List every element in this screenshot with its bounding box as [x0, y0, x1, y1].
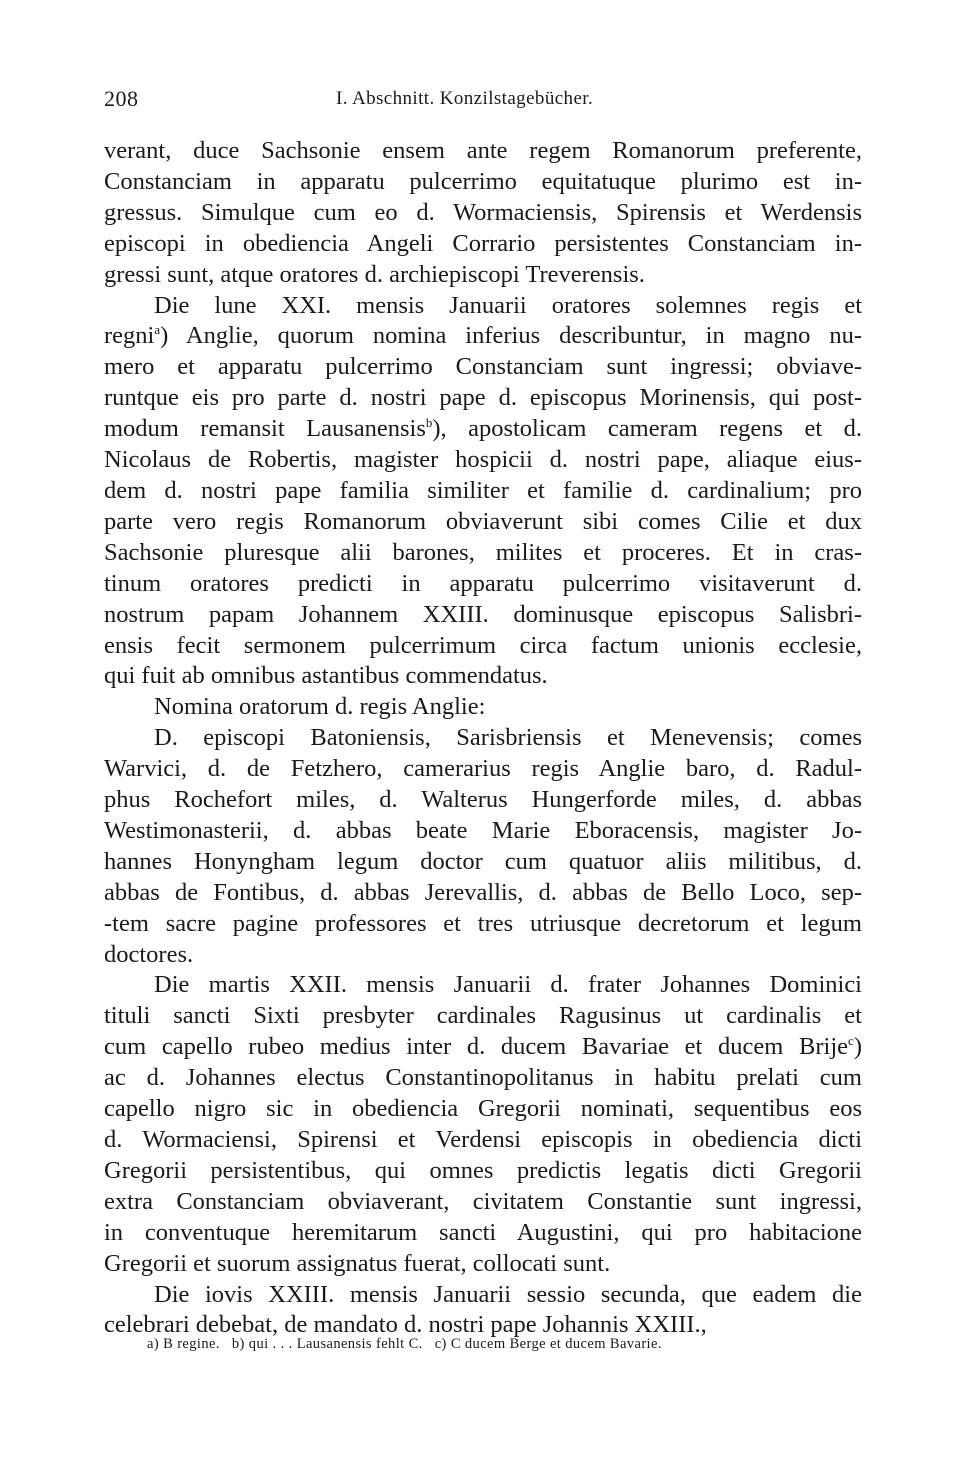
- text-line: [104, 569, 862, 600]
- text-line: [104, 878, 862, 909]
- body-text: [104, 136, 862, 1341]
- text-line: [104, 1063, 862, 1094]
- line-text: hannes Honyngham legum doctor cum quatuor aliis militibus, d.: [104, 847, 862, 875]
- text-line: [104, 661, 862, 692]
- page-header: [104, 86, 864, 116]
- text-line: [104, 1032, 862, 1063]
- line-text: -tem sacre pagine professores et tres utriusque decretorum et legum: [104, 909, 862, 937]
- line-text: Constanciam in apparatu pulcerrimo equitatuque plurimo est in-: [104, 167, 862, 195]
- footnotes: [147, 1336, 847, 1353]
- footnote-mark: b): [231, 1336, 245, 1352]
- footnote: [147, 1336, 220, 1352]
- line-text: qui fuit ab omnibus astantibus commendatus.: [104, 662, 548, 690]
- line-text: nostrum papam Johannem XXIII. dominusque episcopus Salisbri-: [104, 600, 862, 628]
- text-line: [104, 260, 862, 291]
- line-text: mero et apparatu pulcerrimo Constanciam sunt ingressi; obviave-: [104, 353, 862, 381]
- text-line: [104, 970, 862, 1001]
- text-line: [104, 1094, 862, 1125]
- text-line: [104, 352, 862, 383]
- line-text: Gregorii persistentibus, qui omnes predictis legatis dicti Gregorii: [104, 1156, 862, 1184]
- line-text: celebrari debebat, de mandato d. nostri pape Johannis XXIII.,: [104, 1311, 707, 1339]
- text-line: [104, 1156, 862, 1187]
- line-text: gressi sunt, atque oratores d. archiepiscopi Treverensis.: [104, 260, 645, 288]
- text-line: [104, 816, 862, 847]
- text-line: [104, 538, 862, 569]
- text-line: [104, 383, 862, 414]
- line-text: tituli sancti Sixti presbyter cardinales Ragusinus ut cardinalis et: [104, 1002, 862, 1030]
- text-line: [104, 198, 862, 229]
- line-text: Nomina oratorum d. regis Anglie:: [154, 693, 486, 721]
- footnote-text: qui . . . Lausanensis fehlt C.: [248, 1336, 423, 1352]
- line-text: ac d. Johannes electus Constantinopolitanus in habitu prelati cum: [104, 1064, 862, 1092]
- text-line: [104, 167, 862, 198]
- line-text: doctores.: [104, 940, 194, 968]
- text-line: [104, 1280, 862, 1311]
- text-line: [104, 1249, 862, 1280]
- text-line: [104, 476, 862, 507]
- line-text-continued: ), apostolicam cameram regens et d.: [432, 415, 862, 443]
- text-line: [104, 414, 862, 445]
- line-text: in conventuque heremitarum sancti Augustini, qui pro habitacione: [104, 1218, 862, 1246]
- text-line: [104, 847, 862, 878]
- running-title: I. Abschnitt. Konzilstagebücher.: [336, 88, 594, 109]
- text-line: [104, 723, 862, 754]
- footnote-marker: a: [154, 322, 161, 338]
- line-text: phus Rochefort miles, d. Walterus Hungerforde miles, d. abbas: [104, 786, 862, 814]
- line-text: episcopi in obediencia Angeli Corrario persistentes Constanciam in-: [104, 229, 862, 257]
- line-text: Nicolaus de Robertis, magister hospicii d. nostri pape, aliaque eius-: [104, 446, 862, 474]
- text-line: [104, 754, 862, 785]
- footnote-text: B regine.: [163, 1336, 220, 1352]
- text-line: [104, 1218, 862, 1249]
- text-line: [104, 909, 862, 940]
- line-text: extra Constanciam obviaverant, civitatem Constantie sunt ingressi,: [104, 1187, 862, 1215]
- text-line: [104, 600, 862, 631]
- text-line: [104, 1001, 862, 1032]
- footnote-text: C ducem Berge et ducem Bavarie.: [450, 1336, 662, 1352]
- text-line: [104, 785, 862, 816]
- footnote-marker: b: [425, 415, 433, 431]
- line-text: Die lune XXI. mensis Januarii oratores solemnes regis et: [154, 291, 862, 319]
- footnote-mark: a): [147, 1336, 160, 1352]
- line-text: gressus. Simulque cum eo d. Wormaciensis, Spirensis et Werdensis: [104, 198, 862, 226]
- line-text: ensis fecit sermonem pulcerrimum circa factum unionis ecclesie,: [104, 631, 862, 659]
- text-line: [104, 321, 862, 352]
- line-text: capello nigro sic in obediencia Gregorii nominati, sequentibus eos: [104, 1095, 862, 1123]
- line-text: Warvici, d. de Fetzhero, camerarius regis Anglie baro, d. Radul-: [104, 755, 862, 783]
- footnote-marker: c: [848, 1033, 854, 1049]
- line-text: abbas de Fontibus, d. abbas Jerevallis, d. abbas de Bello Loco, sep-: [104, 878, 862, 906]
- line-text: runtque eis pro parte d. nostri pape d. episcopus Morinensis, qui post-: [104, 384, 862, 412]
- line-text: dem d. nostri pape familia similiter et familie d. cardinalium; pro: [104, 476, 862, 504]
- line-text: D. episcopi Batoniensis, Sarisbriensis et Menevensis; comes: [154, 724, 862, 752]
- text-line: [104, 692, 862, 723]
- line-text: regni: [104, 322, 155, 350]
- line-text: cum capello rubeo medius inter d. ducem Bavariae et ducem Brije: [104, 1033, 849, 1061]
- line-text: Die martis XXII. mensis Januarii d. frater Johannes Dominici: [154, 971, 862, 999]
- text-line: [104, 507, 862, 538]
- line-text: Die iovis XXIII. mensis Januarii sessio secunda, que eadem die: [154, 1280, 862, 1308]
- footnote-mark: c): [434, 1336, 447, 1352]
- text-line: [104, 940, 862, 971]
- line-text: parte vero regis Romanorum obviaverunt sibi comes Cilie et dux: [104, 507, 862, 535]
- text-line: [104, 291, 862, 322]
- footnote: [232, 1336, 423, 1352]
- text-line: [104, 1125, 862, 1156]
- line-text: verant, duce Sachsonie ensem ante regem Romanorum preferente,: [104, 137, 862, 164]
- page-number: 208: [104, 86, 139, 111]
- line-text: modum remansit Lausanensis: [104, 415, 426, 443]
- text-line: [104, 136, 862, 167]
- line-text: Westimonasterii, d. abbas beate Marie Eboracensis, magister Jo-: [104, 816, 862, 844]
- text-line: [104, 445, 862, 476]
- line-text-continued: ) Anglie, quorum nomina inferius describuntur, in magno nu-: [160, 322, 862, 350]
- text-line: [104, 229, 862, 260]
- line-text: tinum oratores predicti in apparatu pulcerrimo visitaverunt d.: [104, 569, 862, 597]
- line-text-continued: ): [853, 1033, 862, 1061]
- footnote: [435, 1336, 662, 1352]
- line-text: Sachsonie pluresque alii barones, milites et proceres. Et in cras-: [104, 538, 862, 566]
- text-line: [104, 1187, 862, 1218]
- text-line: [104, 631, 862, 662]
- line-text: Gregorii et suorum assignatus fuerat, collocati sunt.: [104, 1249, 611, 1277]
- line-text: d. Wormaciensi, Spirensi et Verdensi episcopis in obediencia dicti: [104, 1126, 862, 1153]
